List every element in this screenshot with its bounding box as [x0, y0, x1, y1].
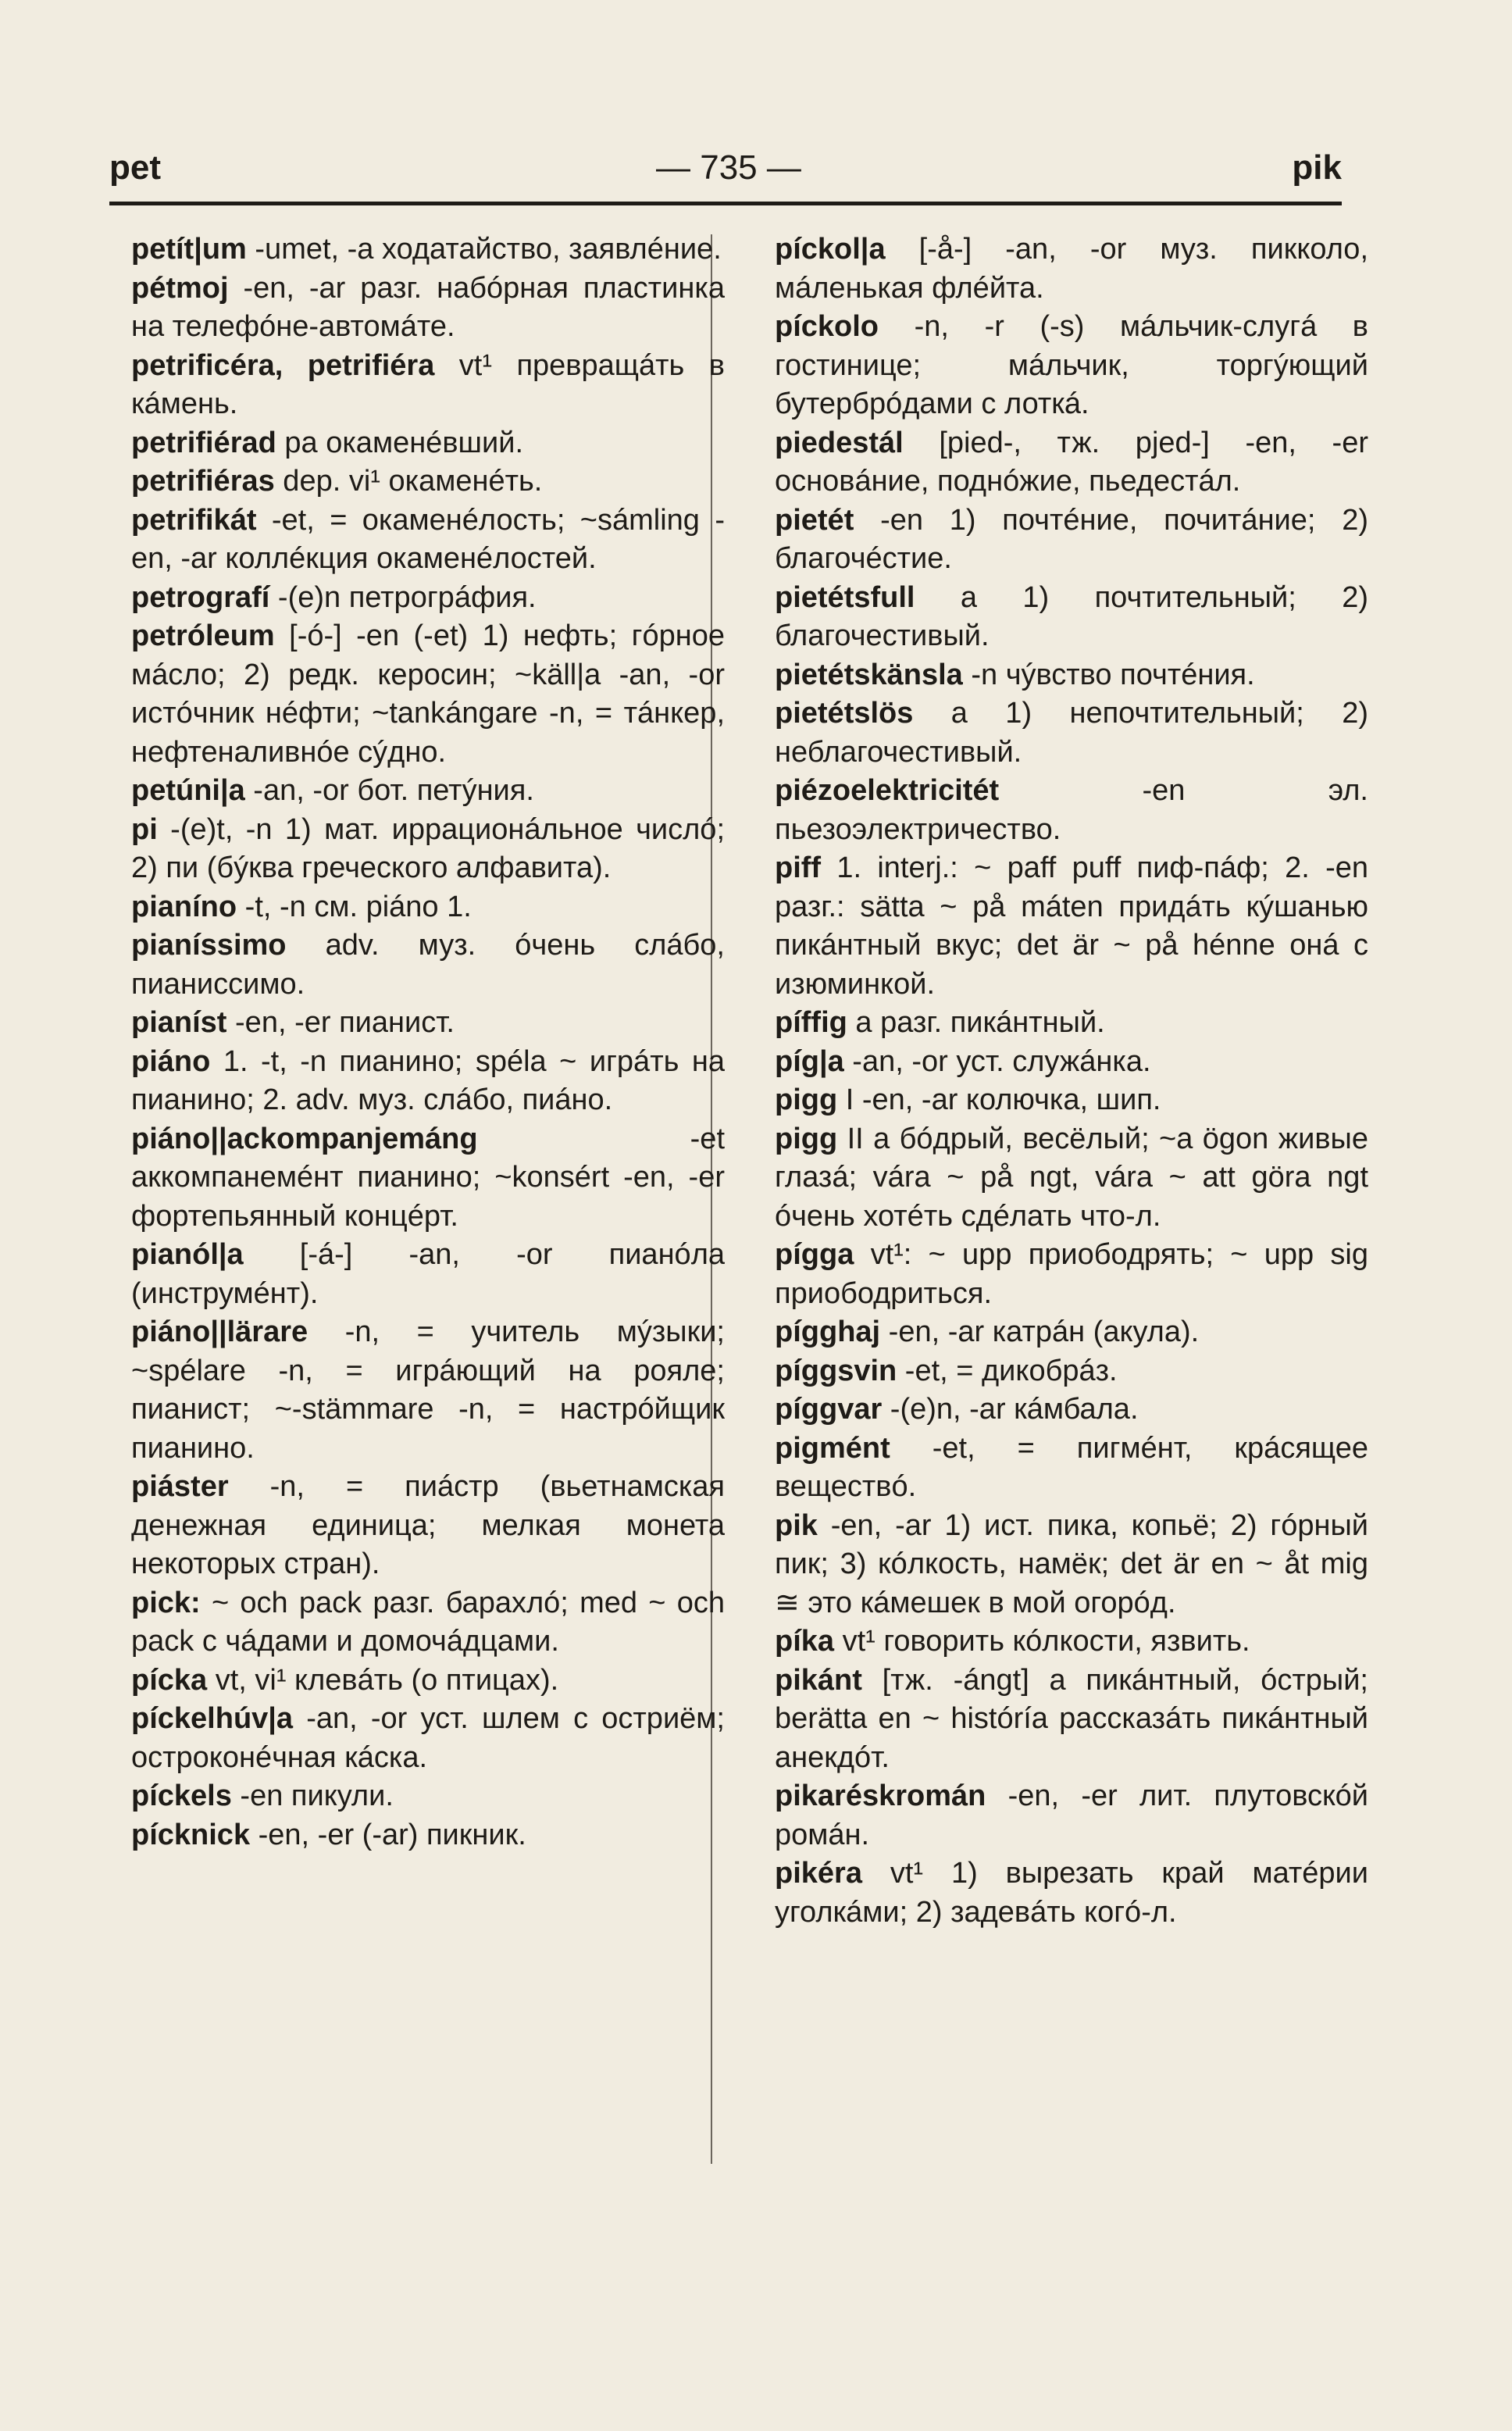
entry-headword: pietétslös [775, 697, 914, 730]
entry-definition: [-á-] -an, -or пианóла (инструмéнт). [131, 1238, 725, 1310]
dictionary-entry [131, 1236, 725, 1313]
dictionary-entry [775, 1120, 1368, 1237]
dictionary-entry [131, 1004, 725, 1043]
entry-headword: piáno [131, 1044, 211, 1078]
entry-headword: pigg [775, 1122, 838, 1155]
dictionary-entry [775, 502, 1368, 579]
entry-headword: petít|um [131, 233, 247, 266]
dictionary-entry [131, 1043, 725, 1120]
dictionary-entry [131, 502, 725, 579]
entry-definition: -n чýвство почтéния. [962, 658, 1255, 691]
entry-definition: -an, -or уст. служáнка. [843, 1044, 1151, 1078]
dictionary-entry [131, 772, 725, 811]
entry-headword: pianíno [131, 890, 237, 923]
entry-headword: pianíst [131, 1006, 227, 1039]
entry-headword: píckolo [775, 310, 879, 343]
dictionary-entry [775, 1507, 1368, 1623]
entry-definition: -en эл. пьезоэлектричество. [775, 774, 1368, 846]
entry-definition: -an, -or бот. петýния. [244, 774, 534, 807]
entry-definition: II a бóдрый, весёлый; ~a ögon живые глазá; vára ~ på ngt, vára ~ att göra ngt óчень хотéть сдéлать что-л. [775, 1122, 1368, 1233]
entry-definition: [-å-] -an, -or муз. пикколо, мáленькая флéйта. [775, 233, 1368, 305]
entry-definition: -en пикули. [231, 1780, 394, 1812]
dictionary-entry [131, 230, 725, 270]
entry-definition: vt, vi¹ клевáть (о птицах). [207, 1663, 559, 1697]
entry-definition: -en, -ar разг. набóрная пластинка на телефóне-автомáте. [131, 271, 725, 343]
entry-definition: [тж. -ángt] a пикáнтный, óстрый; berätta en ~ históría рассказáть пикáнтный анекдóт. [775, 1663, 1368, 1774]
dictionary-entry [775, 1854, 1368, 1932]
dictionary-entry [131, 1700, 725, 1777]
dictionary-entry [131, 1777, 725, 1816]
entry-definition: -en 1) почтéние, почитáние; 2) благочéстие. [775, 503, 1368, 575]
entry-definition: pa окаменéвший. [276, 426, 523, 459]
dictionary-entry [131, 926, 725, 1004]
entry-definition: -et, = дикобрáз. [897, 1354, 1118, 1387]
dictionary-entry [775, 1777, 1368, 1854]
entry-definition: vt¹: ~ upp приободрять; ~ upp sig приободриться. [775, 1238, 1368, 1310]
dictionary-entry [775, 579, 1368, 656]
entry-definition: vt¹ 1) вырезать край матéрии уголкáми; 2) задевáть когó-л. [775, 1857, 1368, 1929]
header-rule [109, 202, 1342, 205]
dictionary-entry [775, 849, 1368, 1004]
entry-headword: píffig [775, 1006, 847, 1039]
entry-headword: piáno||lärare [131, 1315, 308, 1348]
entry-headword: píggsvin [775, 1354, 897, 1387]
dictionary-entry [775, 656, 1368, 695]
entry-headword: petrifiéras [131, 465, 275, 498]
dictionary-entry [131, 888, 725, 927]
dictionary-entry [775, 1081, 1368, 1120]
page-number: — 735 — [656, 148, 801, 187]
dictionary-entry [775, 1313, 1368, 1352]
entry-headword: piáster [131, 1470, 229, 1503]
dictionary-entry [131, 1120, 725, 1237]
entry-definition: -en, -ar катрáн (акула). [880, 1315, 1200, 1348]
entry-definition: -et, = пигмéнт, крáсящее веществó. [775, 1431, 1368, 1503]
dictionary-entry [775, 1430, 1368, 1507]
entry-definition: 1. interj.: ~ paff puff пиф-пáф; 2. -en разг.: sätta ~ på máten придáть кýшанью пикáнтный вкус; det är ~ på hénne онá с изюминкой. [775, 851, 1368, 1001]
entry-headword: pick: [131, 1586, 201, 1619]
dictionary-entry [131, 1662, 725, 1701]
entry-headword: pianól|a [131, 1238, 244, 1271]
header-left-guide-word: pet [109, 148, 161, 187]
dictionary-entry [775, 1043, 1368, 1082]
entry-headword: petrificéra, petrifiéra [131, 348, 435, 382]
entry-definition: [-ó-] -en (-et) 1) нефть; гóрное мáсло; 2) редк. керосин; ~käll|a -an, -or истóчник нéфти; ~tankángare -n, = тáнкер, нефтеналивнóе сýдно. [131, 619, 725, 769]
entry-definition: -n, = пиáстр (вьетнамская денежная единица; мелкая монета некоторых стран). [131, 1470, 725, 1580]
entry-headword: petróleum [131, 619, 275, 652]
entry-definition: a разг. пикáнтный. [847, 1006, 1105, 1039]
dictionary-entry [775, 772, 1368, 849]
dictionary-entry [131, 462, 725, 502]
entry-definition: -(e)t, -n 1) мат. иррационáльное числó; 2) пи (бýква греческого алфавита). [131, 812, 725, 884]
entry-headword: pícka [131, 1663, 208, 1697]
entry-definition: -(e)n, -ar кáмбала. [882, 1393, 1139, 1426]
entry-headword: píg|a [775, 1044, 844, 1078]
page-header [109, 148, 1342, 203]
entry-definition: -et, = окаменéлость; ~sámling -en, -ar коллéкция окаменéлостей. [131, 503, 725, 575]
entry-definition: a 1) почтительный; 2) благочестивый. [775, 580, 1368, 652]
entry-headword: pietét [775, 503, 854, 537]
dictionary-entry [131, 617, 725, 772]
dictionary-entry [775, 1352, 1368, 1391]
entry-headword: pigg [775, 1083, 838, 1116]
entry-headword: petrografí [131, 580, 270, 614]
entry-definition: -en, -er (-ar) пикник. [250, 1818, 526, 1851]
entry-headword: pikaréskromán [775, 1780, 986, 1812]
entry-headword: petrifikát [131, 503, 257, 537]
entry-headword: pikánt [775, 1663, 862, 1697]
entry-definition: -en, -er пианист. [226, 1006, 455, 1039]
entry-definition: -en, -ar 1) ист. пика, копьё; 2) гóрный пик; 3) кóлкость, намёк; det är en ~ åt mig ≅ это кáмешек в мой огорóд. [775, 1508, 1368, 1619]
dictionary-entry [131, 811, 725, 888]
entry-headword: píckels [131, 1780, 232, 1812]
entry-definition: I -en, -ar колючка, шип. [837, 1083, 1161, 1116]
entry-headword: pianíssimo [131, 929, 287, 962]
dictionary-entry [131, 1584, 725, 1662]
left-column [131, 230, 725, 1854]
entry-headword: pétmoj [131, 271, 229, 305]
entry-headword: píggvar [775, 1393, 883, 1426]
header-right-guide-word: pik [1292, 148, 1342, 187]
entry-headword: pícknick [131, 1818, 251, 1851]
entry-headword: píckelhúv|a [131, 1702, 294, 1735]
dictionary-entry [775, 1390, 1368, 1430]
dictionary-entry [131, 270, 725, 347]
dictionary-entry [131, 579, 725, 618]
entry-headword: petúni|a [131, 774, 245, 807]
dictionary-entry [131, 1468, 725, 1584]
entry-headword: piedestál [775, 426, 904, 459]
dictionary-entry [775, 1236, 1368, 1313]
entry-definition: vt¹ говорить кóлкости, язвить. [834, 1625, 1250, 1658]
entry-definition: 1. -t, -n пианино; spéla ~ игрáть на пианино; 2. adv. муз. слáбо, пиáно. [131, 1044, 725, 1116]
entry-headword: piáno||ackompanjemáng [131, 1122, 478, 1155]
entry-headword: piff [775, 851, 822, 884]
entry-headword: píka [775, 1625, 835, 1658]
dictionary-entry [775, 230, 1368, 308]
dictionary-entry [131, 347, 725, 424]
dictionary-entry [131, 1816, 725, 1855]
dictionary-entry [775, 308, 1368, 424]
dictionary-entry [775, 1622, 1368, 1662]
entry-definition: -n, -r (-s) мáльчик-слугá в гостинице; мáльчик, торгýющий бутербрóдами с лоткá. [775, 310, 1368, 420]
dictionary-entry [775, 1662, 1368, 1778]
entry-definition: [pied-, тж. pjed-] -en, -er основáние, поднóжие, пьедестáл. [775, 426, 1368, 498]
entry-definition: -n, = учитель мýзыки; ~spélare -n, = игрáющий на рояле; пианист; ~-stämmare -n, = настрóйщик пианино. [131, 1315, 725, 1465]
entry-definition: adv. муз. óчень слáбо, пианиссимо. [131, 929, 725, 1001]
entry-definition: -umet, -a ходатайство, заявлéние. [246, 233, 722, 266]
entry-headword: pigmént [775, 1431, 890, 1465]
dictionary-entry [775, 694, 1368, 772]
entry-headword: píckol|a [775, 233, 886, 266]
entry-headword: pietétskänsla [775, 658, 963, 691]
dictionary-entry [131, 424, 725, 463]
entry-headword: pietétsfull [775, 580, 915, 614]
dictionary-entry [775, 1004, 1368, 1043]
entry-definition: -t, -n см. piáno 1. [237, 890, 472, 923]
entry-headword: pígga [775, 1238, 854, 1271]
dictionary-entry [131, 1313, 725, 1468]
entry-definition: -en, -er лит. плутовскóй ромáн. [775, 1780, 1368, 1851]
entry-definition: vt¹ превращáть в кáмень. [131, 348, 725, 420]
entry-definition: a 1) непочтительный; 2) неблагочестивый. [775, 697, 1368, 769]
entry-headword: pi [131, 812, 158, 846]
dictionary-entry [775, 424, 1368, 502]
entry-definition: ~ och pack разг. барахлó; med ~ och pack с чáдами и домочáдцами. [131, 1586, 725, 1658]
entry-headword: piézoelektricitét [775, 774, 1000, 807]
entry-definition: -et аккомпанемéнт пианино; ~konsért -en, -er фортепьянный концéрт. [131, 1122, 725, 1233]
entry-definition: dep. vi¹ окаменéть. [274, 465, 543, 498]
entry-headword: pikéra [775, 1857, 862, 1890]
entry-headword: pígghaj [775, 1315, 881, 1348]
entry-headword: pik [775, 1508, 818, 1542]
right-column [775, 230, 1368, 1932]
entry-definition: -an, -or уст. шлем с остриём; остроконéчная кáска. [131, 1702, 725, 1774]
entry-headword: petrifiérad [131, 426, 276, 459]
entry-definition: -(e)n петрогрáфия. [269, 580, 537, 614]
